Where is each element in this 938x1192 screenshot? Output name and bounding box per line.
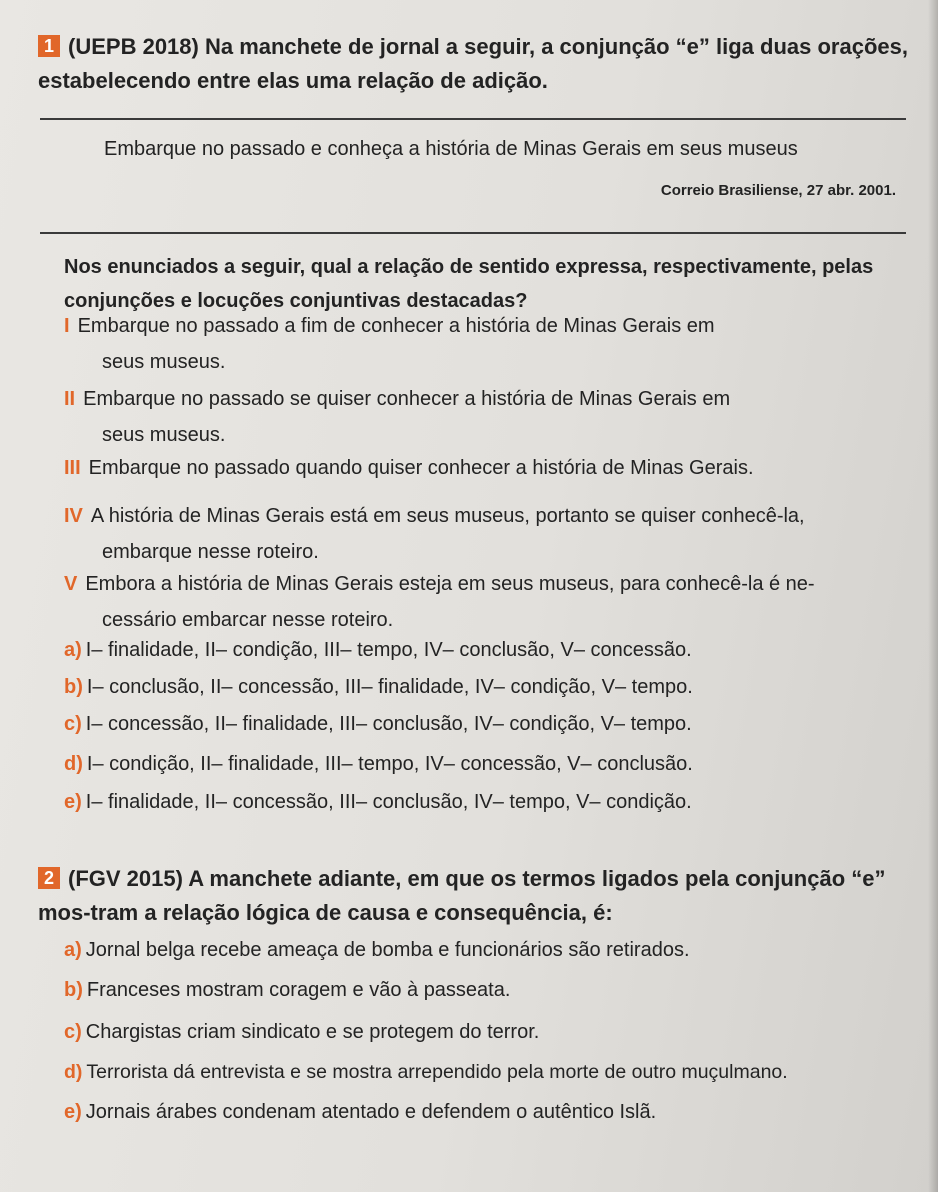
question-2-number: 2	[38, 867, 60, 889]
newspaper-headline-box	[40, 118, 906, 234]
question-2-text: (FGV 2015) A manchete adiante, em que os termos ligados pela conjunção “e” mos-tram a relação lógica de causa e consequência, é:	[38, 866, 886, 925]
statement-roman: I	[64, 315, 70, 337]
statement-continuation: seus museus.	[102, 424, 226, 446]
q2-option-e[interactable]	[64, 1097, 924, 1127]
headline-text: Embarque no passado e conheça a história de Minas Gerais em seus museus	[104, 138, 798, 160]
statement-roman: III	[64, 457, 81, 479]
statement-continuation: cessário embarcar nesse roteiro.	[102, 609, 394, 631]
option-letter: d)	[64, 1061, 83, 1083]
option-text: I– finalidade, II– concessão, III– conclusão, IV– tempo, V– condição.	[85, 791, 692, 813]
q2-option-d[interactable]	[64, 1057, 924, 1087]
q2-option-c[interactable]	[64, 1017, 924, 1047]
statement-iii	[64, 450, 924, 486]
statement-continuation: embarque nesse roteiro.	[102, 541, 319, 563]
q2-option-a[interactable]	[64, 935, 924, 965]
question-1-intro: Nos enunciados a seguir, qual a relação de sentido expressa, respectivamente, pelas conjunções e locuções conjuntivas destacadas?	[64, 256, 874, 312]
q1-option-b[interactable]	[64, 672, 924, 702]
option-letter: d)	[64, 753, 83, 775]
q1-option-d[interactable]	[64, 749, 924, 779]
statement-continuation: seus museus.	[102, 351, 226, 373]
question-1-number: 1	[38, 35, 60, 57]
option-text: Jornais árabes condenam atentado e defendem o autêntico Islã.	[85, 1101, 657, 1123]
option-text: Franceses mostram coragem e vão à passeata.	[86, 979, 511, 1001]
q2-option-b[interactable]	[64, 975, 924, 1005]
option-text: I– finalidade, II– condição, III– tempo, IV– conclusão, V– concessão.	[85, 639, 692, 661]
statement-text: Embora a história de Minas Gerais esteja em seus museus, para conhecê-la é ne-	[85, 573, 815, 595]
option-letter: b)	[64, 979, 83, 1001]
statement-text: Embarque no passado quando quiser conhecer a história de Minas Gerais.	[88, 457, 754, 479]
q1-option-e[interactable]	[64, 787, 924, 817]
statement-roman: II	[64, 388, 76, 410]
statement-text: Embarque no passado a fim de conhecer a história de Minas Gerais em	[77, 315, 715, 337]
q1-option-c[interactable]	[64, 709, 924, 739]
statement-v	[64, 566, 924, 638]
option-letter: e)	[64, 791, 82, 813]
statement-text: A história de Minas Gerais está em seus museus, portanto se quiser conhecê-la,	[90, 505, 805, 527]
option-text: I– conclusão, II– concessão, III– finalidade, IV– condição, V– tempo.	[86, 676, 693, 698]
option-letter: e)	[64, 1101, 82, 1123]
option-text: I– concessão, II– finalidade, III– conclusão, IV– condição, V– tempo.	[85, 713, 692, 735]
question-1-text: (UEPB 2018) Na manchete de jornal a seguir, a conjunção “e” liga duas orações, estabelecendo entre elas uma relação de adição.	[38, 34, 908, 93]
question-1-heading	[38, 30, 918, 98]
statement-roman: IV	[64, 505, 83, 527]
statement-roman: V	[64, 573, 78, 595]
question-2-heading	[38, 862, 928, 930]
option-letter: b)	[64, 676, 83, 698]
option-text: I– condição, II– finalidade, III– tempo, IV– concessão, V– conclusão.	[86, 753, 693, 775]
statement-i	[64, 308, 924, 380]
option-text: Chargistas criam sindicato e se protegem do terror.	[85, 1021, 540, 1043]
q1-option-a[interactable]	[64, 635, 924, 665]
option-letter: c)	[64, 1021, 82, 1043]
statement-iv	[64, 498, 924, 570]
statement-ii	[64, 381, 924, 453]
option-letter: c)	[64, 713, 82, 735]
option-text: Terrorista dá entrevista e se mostra arrependido pela morte de outro muçulmano.	[86, 1061, 788, 1083]
page-edge-shadow	[928, 0, 938, 1192]
headline-source: Correio Brasiliense, 27 abr. 2001.	[660, 182, 896, 199]
option-letter: a)	[64, 939, 82, 961]
option-letter: a)	[64, 639, 82, 661]
statement-text: Embarque no passado se quiser conhecer a história de Minas Gerais em	[83, 388, 731, 410]
option-text: Jornal belga recebe ameaça de bomba e funcionários são retirados.	[85, 939, 690, 961]
